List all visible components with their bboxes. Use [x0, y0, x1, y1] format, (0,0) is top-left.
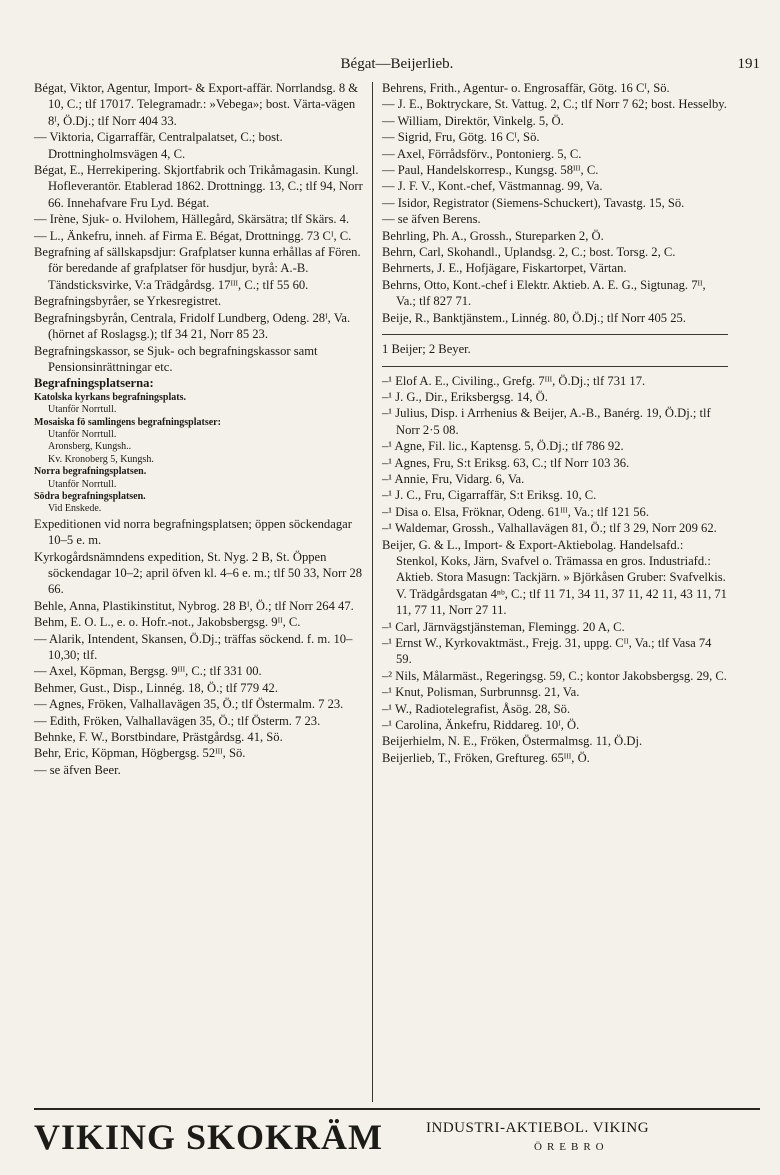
left-column: [34, 80, 370, 778]
entry-beijer-gl-company: Beijer, G. & L., Import- & Export-Aktiebolag. Handelsafd.: Stenkol, Koks, Järn, Svafvel o. Trämassa en gros. Industriafd.: Aktieb. Stora Masugn: Tackjärn. » Björkåsen Gruber: Svafvelkis. V. Trädgårdsgatan 4ⁿᵇ, C.; tlf 11 71, 34 11, 37 11, 42 11, 43 11, 71 11, 77 11, Norr 27 11.: [382, 537, 727, 618]
running-head: Bégat—Beijerlieb.: [340, 56, 454, 72]
entry-expeditionen: Expeditionen vid norra begrafningsplatsen; öppen söckendagar 10–5 e. m.: [34, 516, 352, 548]
right-column: [382, 80, 728, 766]
entry-beyer-nils: –² Nils, Målarmäst., Regeringsg. 59, C.; kontor Jakobsbergsg. 29, C.: [382, 668, 727, 683]
entry-behnke: Behnke, F. W., Borstbindare, Prästgårdsg. 41, Sö.: [34, 730, 283, 745]
entry-begat-l: — L., Änkefru, inneh. af Firma E. Bégat, Drottningg. 73 Cᴵ, C.: [34, 228, 352, 243]
entry-beijer-julius: –¹ Julius, Disp. i Arrhenius & Beijer, A.-B., Banérg. 19, Ö.Dj.; tlf Norr 2·5 08.: [382, 406, 711, 437]
entry-behrens-william: — William, Direktör, Vinkelg. 5, Ö.: [382, 113, 564, 128]
ad-city: ÖREBRO: [534, 1141, 609, 1153]
entry-beijer-jg: –¹ J. G., Dir., Eriksbergsg. 14, Ö.: [382, 389, 548, 404]
ad-brand-name: VIKING SKOKRÄM: [34, 1117, 384, 1157]
section-key-beijer: 1 Beijer; 2 Beyer.: [382, 342, 471, 357]
entry-beijer-w: –¹ W., Radiotelegrafist, Åsög. 28, Sö.: [382, 701, 571, 716]
cemetery-katolska-location: Utanför Norrtull.: [48, 404, 117, 416]
entry-behr-see-also: — se äfven Beer.: [34, 762, 121, 777]
entry-behrn-carl: Behrn, Carl, Skohandl., Uplandsg. 2, C.; bost. Torsg. 2, C.: [382, 245, 676, 260]
page-header: [34, 56, 760, 76]
entry-behrens-see-also: — se äfven Berens.: [382, 212, 481, 227]
entry-beijerhielm: Beijerhielm, N. E., Fröken, Östermalmsg. 11, Ö.Dj.: [382, 734, 643, 749]
entry-beijer-agne: –¹ Agne, Fil. lic., Kaptensg. 5, Ö.Dj.; tlf 786 92.: [382, 439, 624, 454]
cemetery-mosaiska: Mosaiska fö samlingens begrafningsplatser:: [34, 416, 221, 428]
entry-beijer-jc: –¹ J. C., Fru, Cigarraffär, S:t Eriksg. 10, C.: [382, 488, 597, 503]
entry-behrens-sigrid: — Sigrid, Fru, Götg. 16 Cᴵ, Sö.: [382, 130, 540, 145]
entry-beijer-disa-elsa: –¹ Disa o. Elsa, Fröknar, Odeng. 61ᴵᴵᴵ, Va.; tlf 121 56.: [382, 504, 649, 519]
section-rule: [382, 334, 728, 335]
section-rule-lower: [382, 366, 728, 367]
entry-behrns-otto: Behrns, Otto, Kont.-chef i Elektr. Aktieb. A. E. G., Sigtunag. 7ᴵᴵ, Va.; tlf 827 71.: [382, 277, 706, 309]
advertisement-footer: [34, 1108, 760, 1162]
entry-begrafningsbyran: Begrafningsbyrån, Centrala, Fridolf Lundberg, Odeng. 28ᴵ, Va. (hörnet af Roslagsg.); tlf 34 21, Norr 85 23.: [34, 310, 351, 342]
entry-behm-axel: — Axel, Köpman, Bergsg. 9ᴵᴵᴵ, C.; tlf 331 00.: [34, 664, 262, 679]
entry-begrafningskassor: Begrafningskassor, se Sjuk- och begrafningskassor samt Pensionsinrättningar etc.: [34, 343, 318, 374]
entry-behm-e: Behm, E. O. L., e. o. Hofr.-not., Jakobsbergsg. 9ᴵᴵ, C.: [34, 615, 301, 630]
entry-behr-eric: Behr, Eric, Köpman, Högbergsg. 52ᴵᴵᴵ, Sö.: [34, 746, 246, 761]
entry-beijer-elof: –¹ Elof A. E., Civiling., Grefg. 7ᴵᴵᴵ, Ö.Dj.; tlf 731 17.: [382, 373, 646, 388]
heading-begrafningsplatserna: Begrafningsplatserna:: [34, 376, 154, 391]
entry-begrafning-sallskapsdjur: Begrafning af sällskapsdjur: Grafplatser kunna erhållas af Fören. för beredande af grafplatser för husdjur, byrå: A.-B. Tändsticksvirke, V:a Trädgårdsg. 17ᴵᴵᴵ, C.; tlf 55 60.: [34, 245, 361, 292]
entry-beijer-knut: –¹ Knut, Polisman, Surbrunnsg. 21, Va.: [382, 685, 580, 700]
entry-begrafningsbyraer: Begrafningsbyråer, se Yrkesregistret.: [34, 294, 222, 309]
entry-beijer-waldemar: –¹ Waldemar, Grossh., Valhallavägen 81, Ö.; tlf 3 29, Norr 209 62.: [382, 521, 717, 536]
entry-beijer-ernst: –¹ Ernst W., Kyrkovaktmäst., Frejg. 31, uppg. Cᴵᴵ, Va.; tlf Vasa 74 59.: [382, 636, 712, 667]
entry-beijer-agnes: –¹ Agnes, Fru, S:t Eriksg. 63, C.; tlf Norr 103 36.: [382, 455, 630, 470]
entry-behle-anna: Behle, Anna, Plastikinstitut, Nybrog. 28 Bᴵ, Ö.; tlf Norr 264 47.: [34, 598, 354, 613]
entry-begat-irene: — Irène, Sjuk- o. Hvilohem, Hällegård, Skärsätra; tlf Skärs. 4.: [34, 212, 350, 227]
entry-behrling: Behrling, Ph. A., Grossh., Stureparken 2, Ö.: [382, 228, 604, 243]
cemetery-sodra: Södra begrafningsplatsen.: [34, 490, 146, 502]
entry-begat-viktor: Bégat, Viktor, Agentur, Import- & Export-affär. Norrlandsg. 8 & 10, C.; tlf 17017. Telegramadr.: »Vebega»; bost. Värta-vägen 8ᴵ, Ö.Dj.; tlf Norr 404 33.: [34, 81, 359, 128]
entry-beijer-carl: –¹ Carl, Järnvägstjänsteman, Flemingg. 20 A, C.: [382, 619, 625, 634]
entry-begat-e: Bégat, E., Herrekipering. Skjortfabrik och Trikåmagasin. Kungl. Hofleverantör. Etablerad 1862. Drottningg. 13, C.; tlf 94, Norr 66. Innehafvare Fru Lyd. Bégat.: [34, 163, 363, 210]
entry-beijerlieb: Beijerlieb, T., Fröken, Greftureg. 65ᴵᴵᴵ, Ö.: [382, 750, 590, 765]
cemetery-mosaiska-location-3: Kv. Kronoberg 5, Kungsh.: [48, 453, 154, 465]
entry-behrens-jfv: — J. F. V., Kont.-chef, Västmannag. 99, Va.: [382, 179, 603, 194]
entry-kyrkogardsnamnden: Kyrkogårdsnämndens expedition, St. Nyg. 2 B, St. Öppen söckendagar 10–2; april öfven kl. 4–6 e. m.; tlf 50 33, Norr 28 66.: [34, 549, 363, 597]
entry-behmer-agnes: — Agnes, Fröken, Valhallavägen 35, Ö.; tlf Östermalm. 7 23.: [34, 697, 344, 712]
entry-behrnerts: Behrnerts, J. E., Hofjägare, Fiskartorpet, Värtan.: [382, 261, 627, 276]
cemetery-katolska: Katolska kyrkans begrafningsplats.: [34, 391, 186, 403]
entry-behrens-paul: — Paul, Handelskorresp., Kungsg. 58ᴵᴵᴵ, C.: [382, 163, 599, 178]
entry-behmer-edith: — Edith, Fröken, Valhallavägen 35, Ö.; tlf Österm. 7 23.: [34, 713, 321, 728]
cemetery-mosaiska-location-1: Utanför Norrtull.: [48, 428, 117, 440]
entry-behrens-isidor: — Isidor, Registrator (Siemens-Schuckert), Tavastg. 15, Sö.: [382, 195, 685, 210]
cemetery-norra: Norra begrafningsplatsen.: [34, 466, 147, 478]
entry-behmer-gust: Behmer, Gust., Disp., Linnég. 18, Ö.; tlf 779 42.: [34, 680, 279, 695]
page-number: 191: [737, 56, 760, 72]
entry-begat-viktoria: — Viktoria, Cigarraffär, Centralpalatset, C.; bost. Drottningholmsvägen 4, C.: [34, 130, 283, 161]
cemetery-norra-location: Utanför Norrtull.: [48, 478, 117, 490]
ad-company-name: INDUSTRI-AKTIEBOL. VIKING: [426, 1120, 650, 1136]
column-divider: [372, 82, 373, 1102]
entry-beijer-carolina: –¹ Carolina, Änkefru, Riddareg. 10ᴵ, Ö.: [382, 718, 580, 733]
entry-behrens-frith: Behrens, Frith., Agentur- o. Engrosaffär, Götg. 16 Cᴵ, Sö.: [382, 81, 670, 95]
cemetery-mosaiska-location-2: Aronsberg, Kungsh..: [48, 441, 132, 453]
entry-behrens-axel: — Axel, Förrådsförv., Pontonierg. 5, C.: [382, 146, 582, 161]
entry-behrens-je: — J. E., Boktryckare, St. Vattug. 2, C.; tlf Norr 7 62; bost. Hesselby.: [382, 97, 727, 112]
entry-beije-r: Beije, R., Banktjänstem., Linnég. 80, Ö.Dj.; tlf Norr 405 25.: [382, 310, 686, 325]
entry-behm-alarik: — Alarik, Intendent, Skansen, Ö.Dj.; träffas söckend. f. m. 10–10,30; tlf.: [34, 631, 353, 663]
cemetery-sodra-location: Vid Enskede.: [48, 503, 102, 515]
entry-beijer-annie: –¹ Annie, Fru, Vidarg. 6, Va.: [382, 471, 525, 486]
